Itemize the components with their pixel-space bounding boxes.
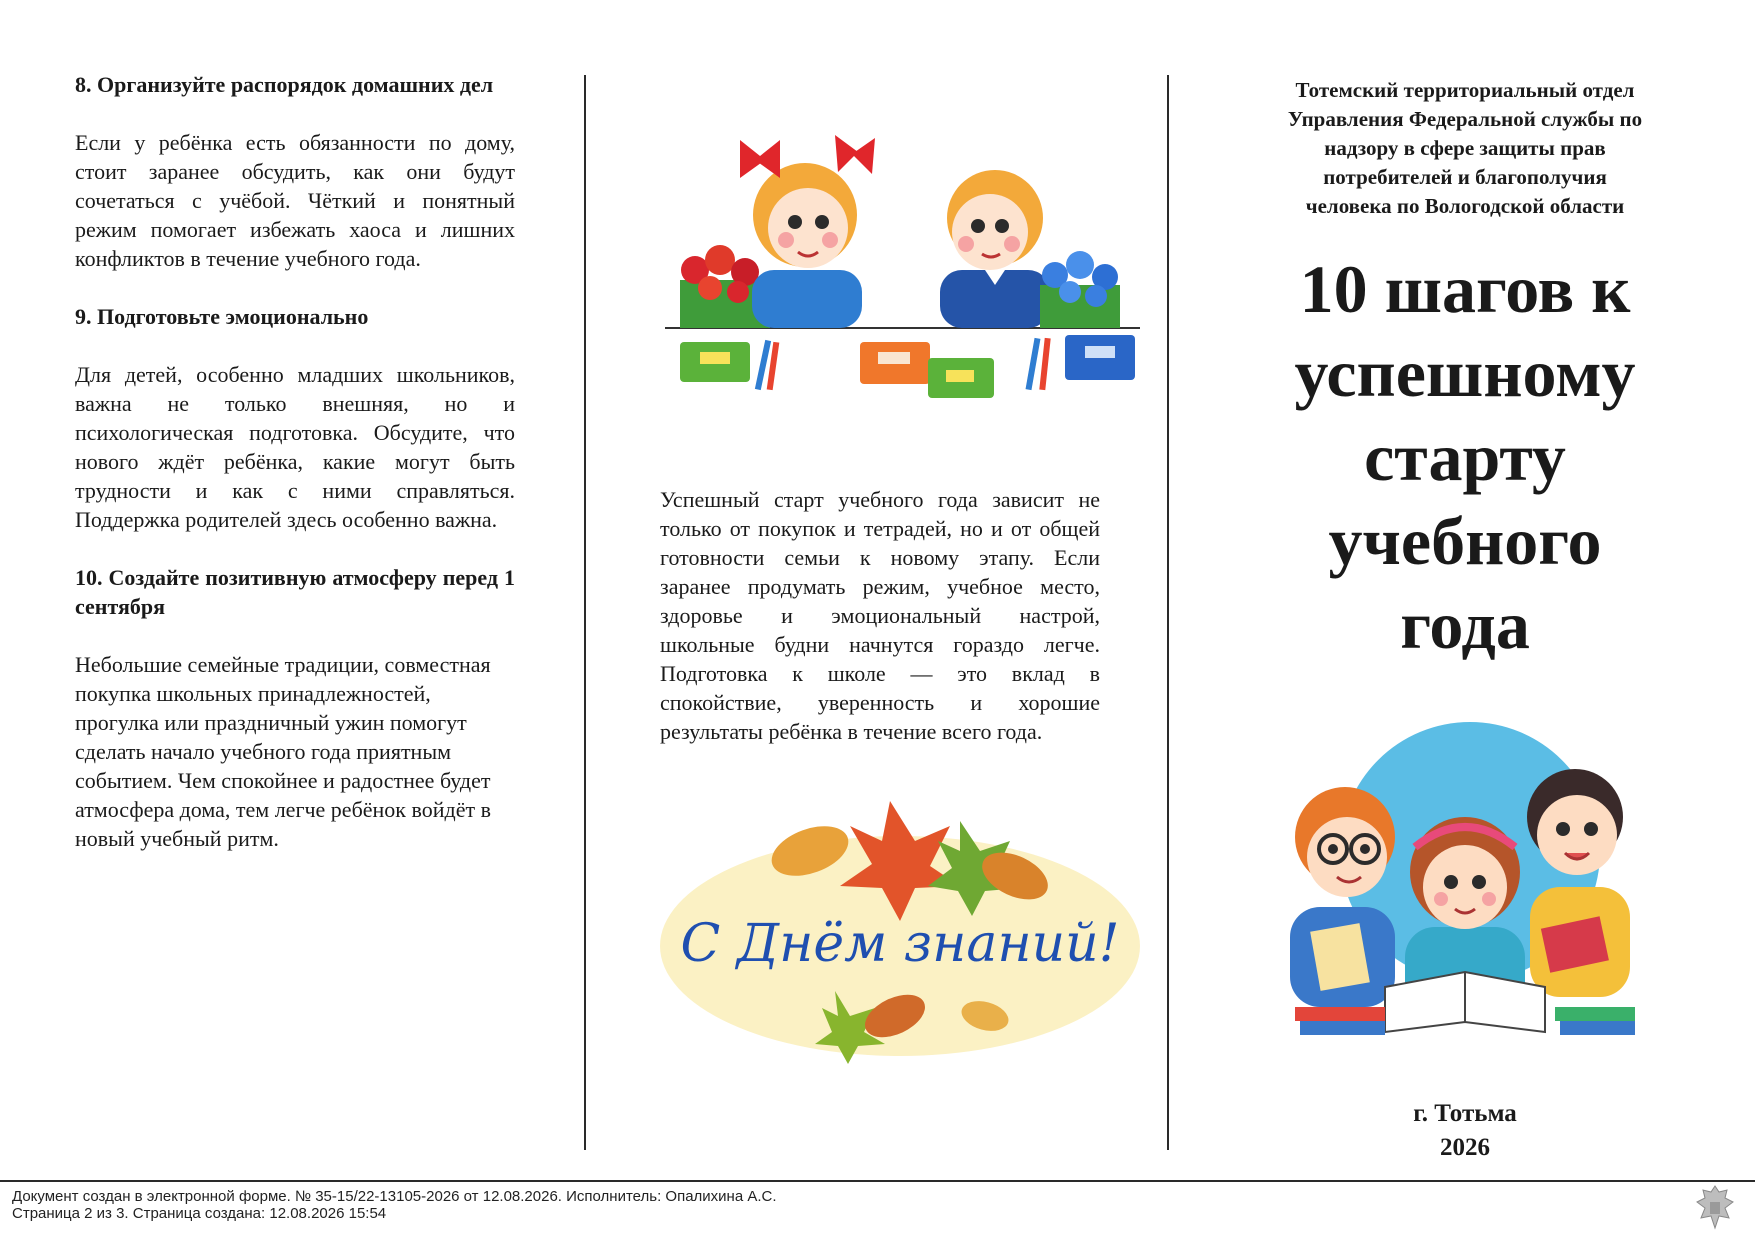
step-8-text: Если у ребёнка есть обязанности по дому, стоит заранее обсудить, как они будут сочетаться с учёбой. Чёткий и понятный режим помогает избежать хаоса и лишних конфликтов в течение учебного года. bbox=[75, 130, 515, 271]
middle-column bbox=[660, 80, 1120, 1066]
brochure-title bbox=[1245, 247, 1685, 667]
girl-figure bbox=[740, 135, 875, 328]
column-divider-left bbox=[584, 75, 586, 1150]
coat-of-arms-icon bbox=[1693, 1182, 1737, 1234]
organization-name bbox=[1245, 76, 1685, 221]
step-8-title: 8. Организуйте распорядок домашних дел bbox=[75, 72, 494, 97]
organization-line: Тотемский территориальный отдел bbox=[1295, 78, 1635, 102]
step-10-text: Небольшие семейные традиции, совместная покупка школьных принадлежностей, прогулка или праздничный ужин помогут сделать начало учебного года приятным событием. Чем спокойнее и радостнее будет атмосфера дома, тем легче ребёнок войдёт в новый учебный ритм. bbox=[75, 652, 491, 851]
title-line: года bbox=[1400, 587, 1530, 663]
intro-text: Успешный старт учебного года зависит не только от покупок и тетрадей, но и от общей готовности семьи к новому этапу. Если заранее продумать режим, учебное место, здоровье и эмоциональный настрой, школьные будни начнутся гораздо легче. Подготовка к школе — это вклад в спокойствие, уверенность и хорошие результаты ребёнка в течение всего года. bbox=[660, 487, 1100, 744]
greeting-text: С Днём знаний! bbox=[680, 914, 1120, 974]
organization-line: Управления Федеральной службы по bbox=[1287, 107, 1643, 131]
right-column bbox=[1245, 76, 1685, 1165]
title-line: успешному bbox=[1294, 335, 1636, 411]
three-children-reading-illustration bbox=[1275, 687, 1655, 1067]
footer-line-1: Документ создан в электронной форме. № 35-15/22-13105-2026 от 12.08.2026. Исполнитель: Опалихина А.С. bbox=[12, 1188, 777, 1205]
title-line: 10 шагов к bbox=[1299, 251, 1631, 327]
organization-line: потребителей и благополучия bbox=[1323, 165, 1607, 189]
boy-figure bbox=[940, 170, 1050, 328]
step-9-text: Для детей, особенно младших школьников, важна не только внешняя, но и психологическая подготовка. Обсудите, что нового ждёт ребёнка, какие могут быть трудности и как с ними справляться. Поддержка родителей здесь особенно важна. bbox=[75, 362, 515, 532]
title-line: старту bbox=[1364, 419, 1566, 495]
footer-line-2: Страница 2 из 3. Страница создана: 12.08.2026 15:54 bbox=[12, 1205, 387, 1222]
step-9-title: 9. Подготовьте эмоционально bbox=[75, 304, 369, 329]
knowledge-day-card bbox=[660, 796, 1140, 1066]
blue-flowers bbox=[1040, 251, 1120, 328]
column-divider-right bbox=[1167, 75, 1169, 1150]
footer-divider bbox=[0, 1180, 1755, 1182]
children-at-desk-illustration bbox=[660, 80, 1140, 410]
city: г. Тотьма bbox=[1413, 1100, 1517, 1127]
step-10-title: 10. Создайте позитивную атмосферу перед 1 сентября bbox=[75, 565, 515, 619]
organization-line: надзору в сфере защиты прав bbox=[1324, 136, 1606, 160]
title-line: учебного bbox=[1328, 503, 1602, 579]
document-footer bbox=[12, 1188, 777, 1222]
year: 2026 bbox=[1440, 1134, 1490, 1161]
left-column bbox=[75, 70, 515, 853]
organization-line: человека по Вологодской области bbox=[1305, 194, 1625, 218]
